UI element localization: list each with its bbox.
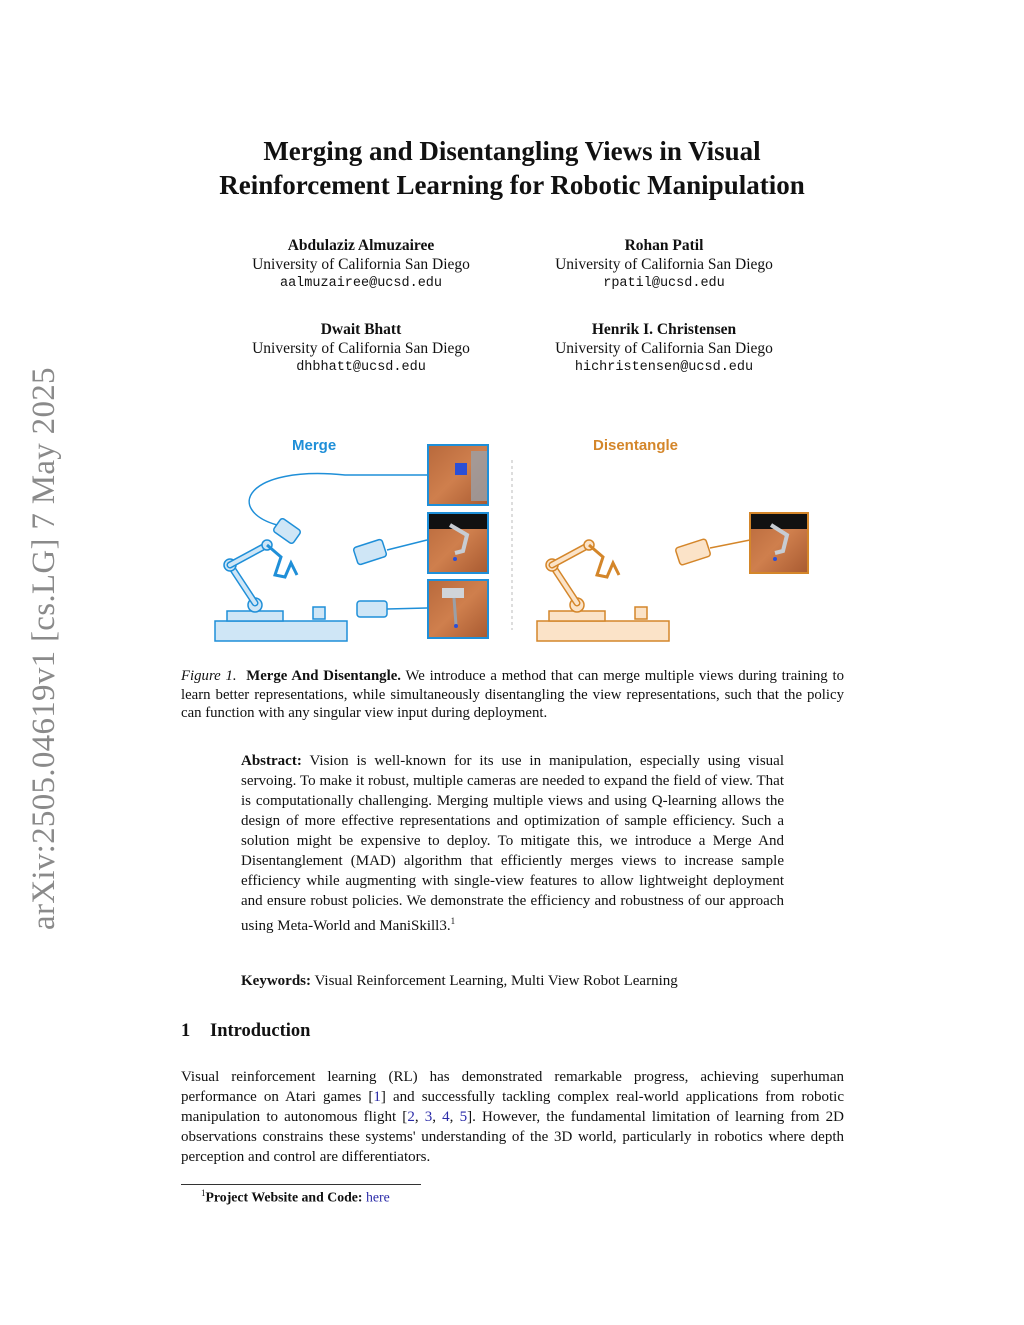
paper-title <box>150 134 874 202</box>
author-affiliation: University of California San Diego <box>252 256 470 273</box>
intro-text: ] and successfully tackling complex real-world applications from robotic manipulation to autonomous flight [ <box>181 1089 845 1125</box>
author-block <box>484 236 844 293</box>
intro-text: ]. However, the fundamental limitation of learning from 2D observations constrains these systems' understanding of the 3D world, particularly in robotics where depth perception and control are differentiators. <box>181 1109 845 1165</box>
abstract <box>241 751 784 936</box>
author-block <box>484 320 844 377</box>
merge-view-wrist-image <box>428 445 488 505</box>
figure-caption <box>181 667 844 723</box>
keywords <box>241 971 784 991</box>
merge-robot-scene <box>215 474 427 641</box>
author-email[interactable]: rpatil@ucsd.edu <box>603 276 725 291</box>
author-name: Rohan Patil <box>624 237 704 254</box>
author-name: Abdulaziz Almuzairee <box>287 237 435 254</box>
footnote-rule <box>181 1184 421 1185</box>
arxiv-identifier: arXiv:2505.04619v1 [cs.LG] 7 May 2025 <box>26 367 62 930</box>
intro-paragraph: Visual reinforcement learning (RL) has demonstrated remarkable progress, achieving superhuman performance on Atari games [1] and successfully tackling complex real-world applications from robotic manipulation to autonomous flight [2, 3, 4, 5]. However, the fundamental limitation of learning from 2D observations constrains these systems' understanding of the 3D world, particularly in robotics where depth perception and control are differentiators. <box>181 1069 845 1165</box>
project-website-link[interactable]: here <box>365 1189 390 1205</box>
keywords-text: Visual Reinforcement Learning, Multi View Robot Learning <box>314 973 678 989</box>
citation-link[interactable]: 3 <box>424 1109 433 1125</box>
intro-text: Visual reinforcement learning (RL) has demonstrated remarkable progress, achieving superhuman performance on Atari games [ <box>181 1069 844 1105</box>
merge-view-side-image <box>428 513 488 573</box>
keywords-label: Keywords: <box>241 973 311 989</box>
footnote <box>201 1188 390 1206</box>
disentangle-view-image <box>750 513 808 573</box>
author-email[interactable]: aalmuzairee@ucsd.edu <box>279 276 443 291</box>
caption-label: Figure 1. <box>181 668 237 684</box>
section-title: Introduction <box>210 1021 311 1041</box>
caption-text: We introduce a method that can merge multiple views during training to learn better representations, while simultaneously disentangling the view representations, such that the policy can function with any singular view input during deployment. <box>181 668 844 721</box>
title-line-1: Merging and Disentangling Views in Visual <box>263 136 761 166</box>
author-affiliation: University of California San Diego <box>555 256 773 273</box>
title-line-2: Reinforcement Learning for Robotic Manipulation <box>219 170 805 200</box>
figure-merge-disentangle <box>205 425 825 650</box>
footnote-mark: 1 <box>201 1188 206 1198</box>
abstract-label: Abstract: <box>241 753 302 769</box>
abstract-footnote-mark[interactable]: 1 <box>450 916 456 926</box>
citation-link[interactable]: 5 <box>459 1109 468 1125</box>
merge-label: Merge <box>292 437 337 454</box>
author-name: Henrik I. Christensen <box>591 321 737 338</box>
section-heading <box>181 1021 310 1042</box>
author-affiliation: University of California San Diego <box>555 340 773 357</box>
author-name: Dwait Bhatt <box>320 321 402 338</box>
citation-link[interactable]: 2 <box>407 1109 415 1125</box>
disentangle-label: Disentangle <box>593 437 679 454</box>
citation-link[interactable]: 4 <box>442 1109 450 1125</box>
section-number: 1 <box>181 1021 191 1041</box>
citation-link[interactable]: 1 <box>373 1089 381 1105</box>
footnote-label: Project Website and Code: <box>205 1189 363 1205</box>
author-email[interactable]: hichristensen@ucsd.edu <box>574 360 754 375</box>
abstract-text: Vision is well-known for its use in manipulation, especially using visual servoing. To make it robust, multiple cameras are needed to expand the field of view. That is computationally challenging. Merging multiple views and using Q-learning allows the design of more effective representations and optimization of sample efficiency. Such a solution might be expensive to deploy. To mitigate this, we introduce a Merge And Disentanglement (MAD) algorithm that efficiently merges views to increase sample efficiency while augmenting with single-view features to allow lightweight deployment and ensure robust policies. We demonstrate the efficiency and robustness of our approach using Meta-World and ManiSkill3. <box>241 753 784 934</box>
disentangle-robot-scene <box>537 538 750 641</box>
merge-view-front-image <box>428 580 488 638</box>
author-email[interactable]: dhbhatt@ucsd.edu <box>296 360 426 375</box>
author-affiliation: University of California San Diego <box>252 340 470 357</box>
caption-title: Merge And Disentangle. <box>246 668 401 684</box>
